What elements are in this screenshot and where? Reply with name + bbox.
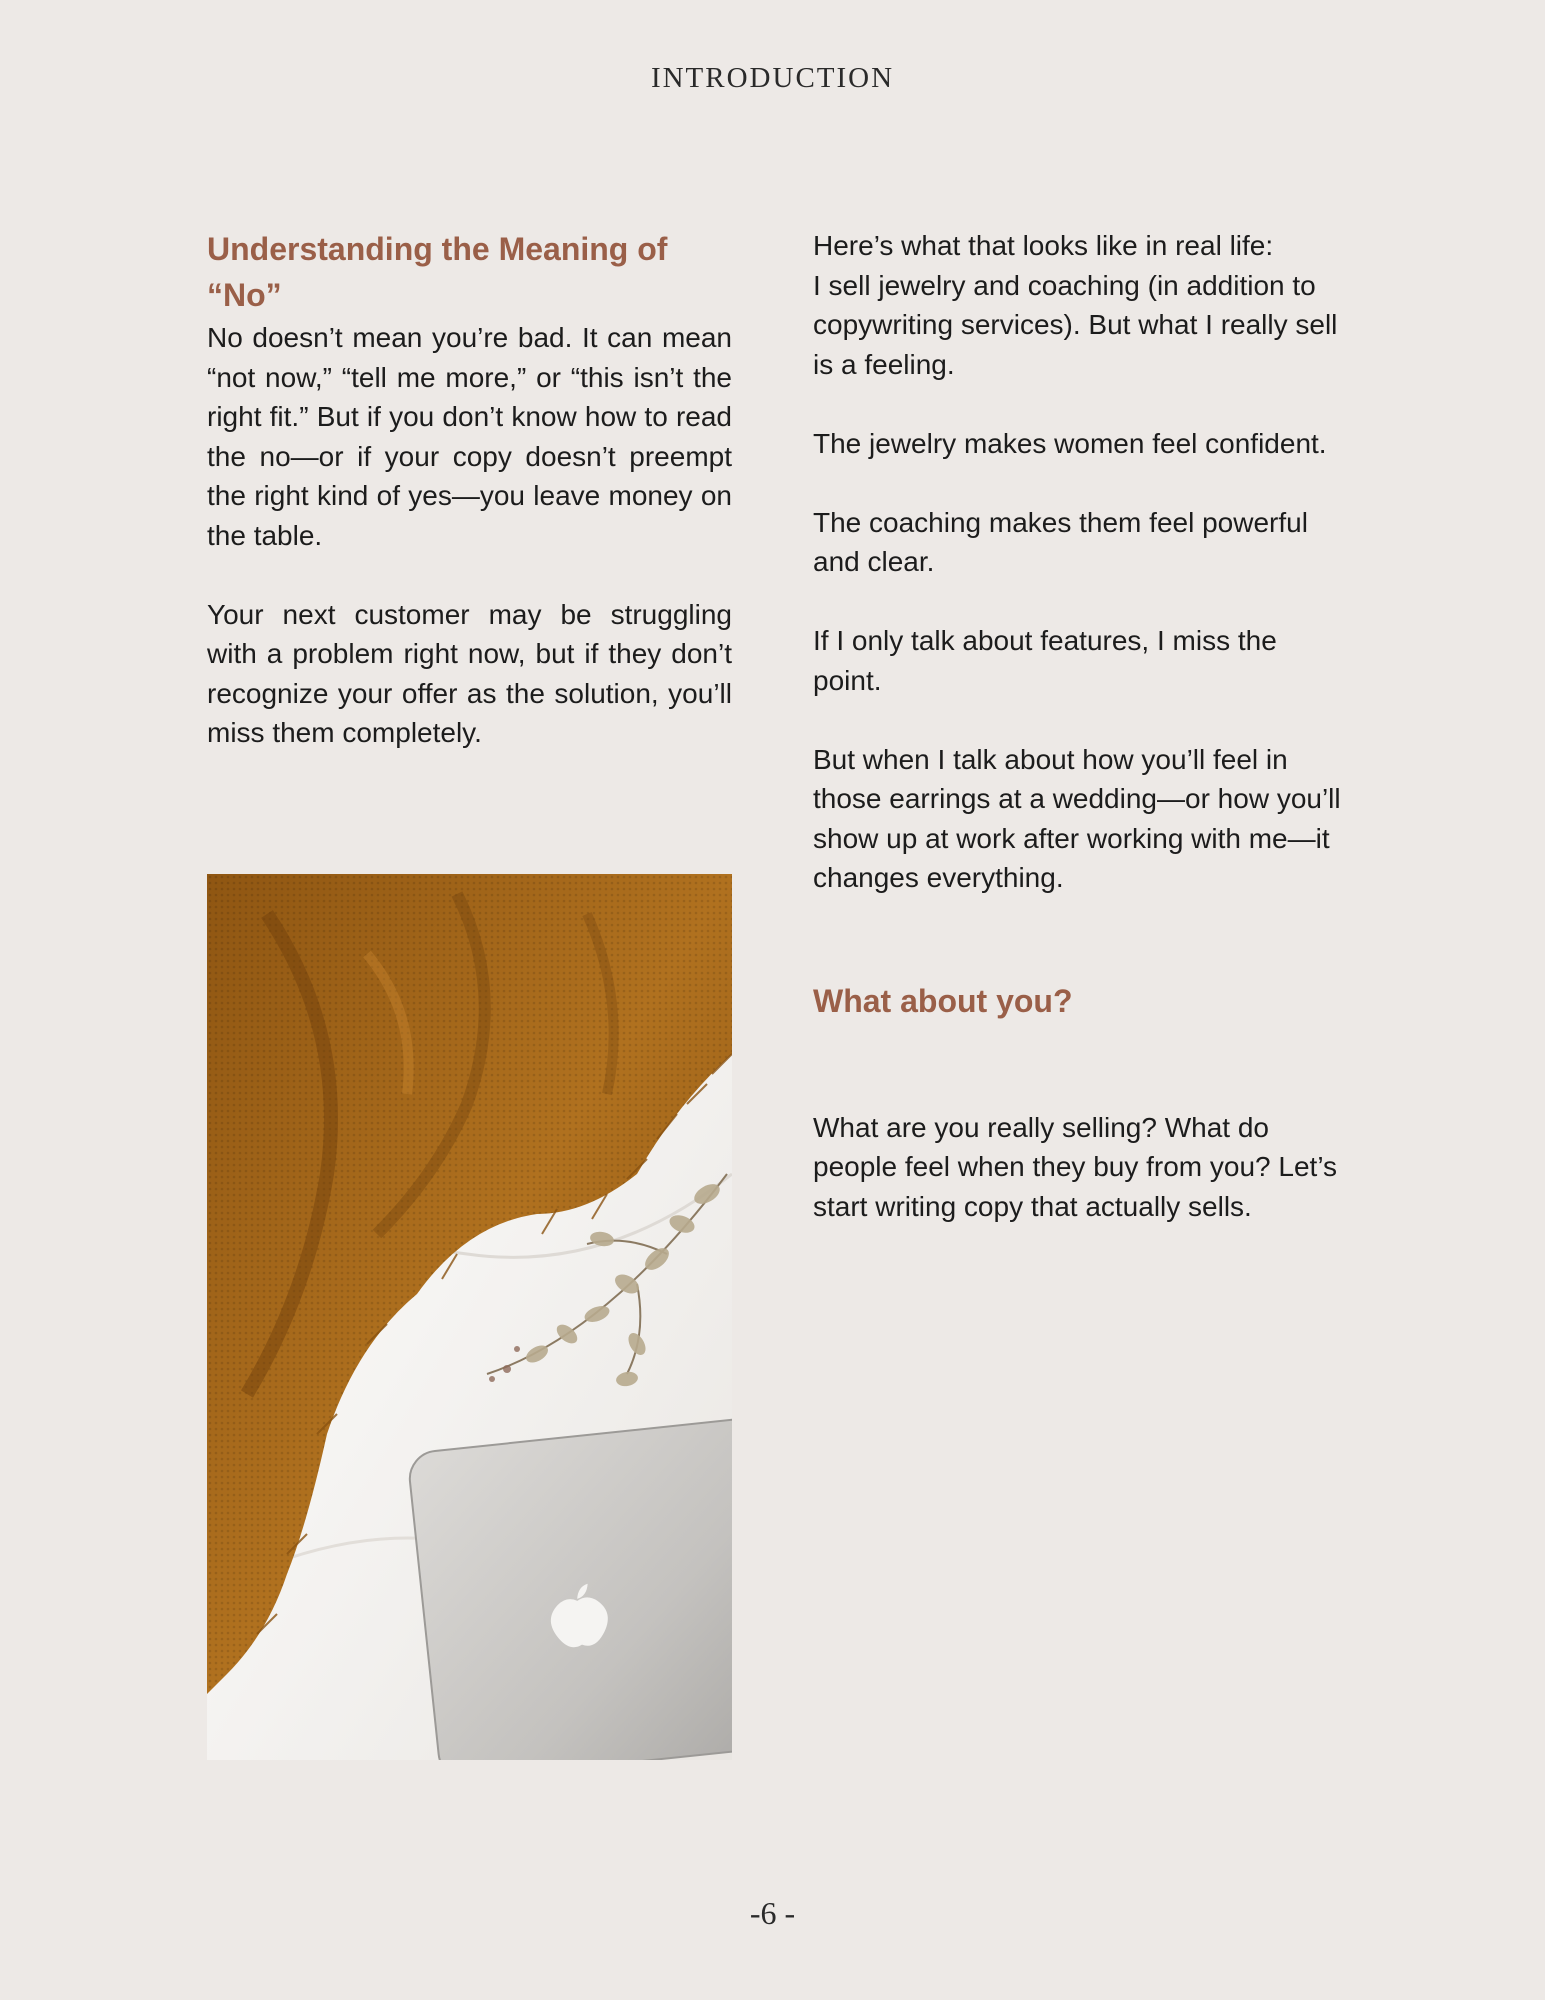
body-paragraph: No doesn’t mean you’re bad. It can mean “not now,” “tell me more,” or “this isn’t the right fit.” But if you don’t know how to read the no—or if your copy doesn’t preempt the right kind of yes—you leave money on the table. — [207, 322, 732, 551]
laptop-blanket-photo — [207, 874, 732, 1760]
photo-illustration — [207, 874, 732, 1760]
intro-line: Here’s what that looks like in real life: — [813, 230, 1274, 261]
body-paragraph: But when I talk about how you’ll feel in those earrings at a wedding—or how you’ll show up at work after working with me—it changes everything. — [813, 743, 1341, 893]
body-paragraph: Your next customer may be struggling with a problem right now, but if they don’t recognize your offer as the solution, you’ll miss them completely. — [207, 598, 732, 748]
left-column — [207, 226, 732, 753]
closing-paragraph: What are you really selling? What do people feel when they buy from you? Let’s start writing copy that actually sells. — [813, 1111, 1338, 1222]
body-paragraph: If I only talk about features, I miss the point. — [813, 625, 1277, 696]
laptop — [407, 1416, 732, 1760]
running-title: INTRODUCTION — [650, 62, 895, 94]
right-column — [813, 226, 1343, 1226]
body-paragraph: The coaching makes them feel powerful and clear. — [813, 506, 1308, 577]
body-paragraph: The jewelry makes women feel confident. — [813, 427, 1327, 459]
intro-line: I sell jewelry and coaching (in addition to copywriting services). But what I really sell is a feeling. — [813, 269, 1338, 380]
section-heading-what-about-you: What about you? — [813, 982, 1073, 1019]
page-number: -6 - — [749, 1895, 796, 1931]
section-heading-meaning-of-no: Understanding the Meaning of “No” — [207, 231, 668, 313]
